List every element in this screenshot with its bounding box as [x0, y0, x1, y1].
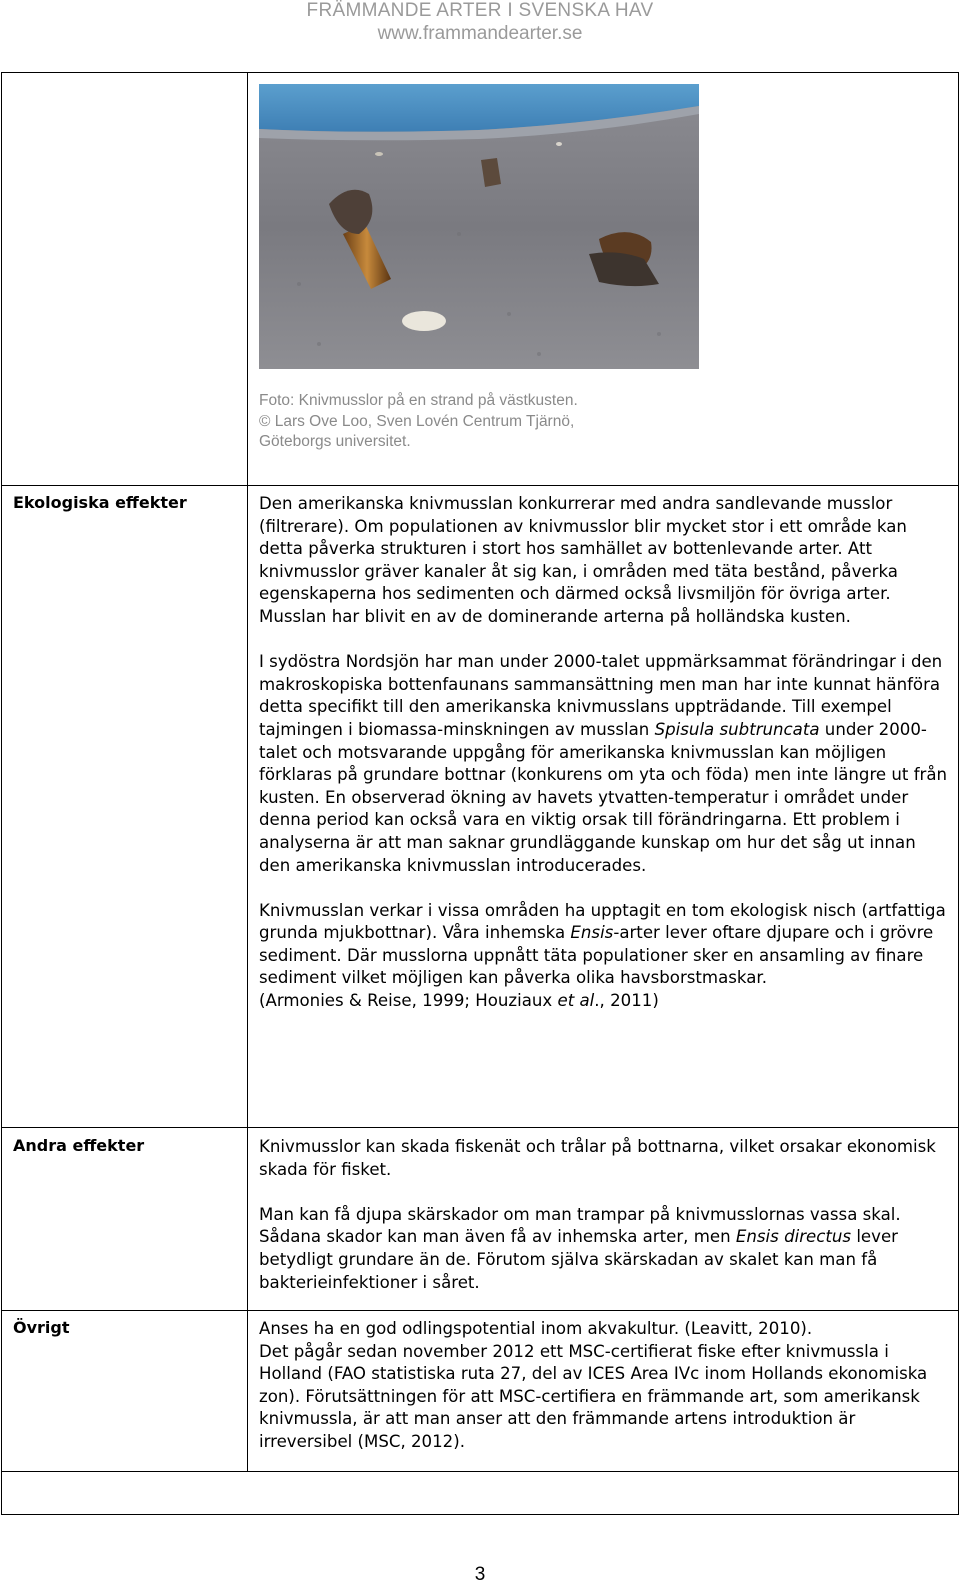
photo-caption: [259, 391, 578, 453]
table-row-divider: [1, 485, 959, 486]
reference: (Armonies & Reise, 1999; Houziaux et al., 2011): [259, 991, 659, 1011]
row-label-andra-effekter: Andra effekter: [13, 1136, 145, 1155]
row-label-ekologiska-effekter: Ekologiska effekter: [13, 493, 187, 512]
ovrigt-text: [259, 1318, 949, 1454]
paragraph: Man kan få djupa skärskador om man trampar på knivmusslornas vassa skal. Sådana skador kan man även få av inhemska arter, men Ensis directus lever betydligt grundare än de. Förutom själva skärskadan av skalet kan man få bakterieinfektioner i såret.: [259, 1204, 901, 1292]
paragraph: Knivmusslor kan skada fiskenät och trålar på bottnarna, vilket orsakar ekonomisk skada för fisket.: [259, 1137, 936, 1179]
document-header-url: www.frammandearter.se: [377, 23, 583, 44]
photo-caption-line: Göteborgs universitet.: [259, 433, 411, 450]
razor-clam-beach-photo: [259, 84, 699, 369]
paragraph: Det pågår sedan november 2012 ett MSC-certifierat fiske efter knivmussla i Holland (FAO statistiska ruta 27, del av ICES Area IVc inom Hollands ekonomiska zon). Förutsättningen för att MSC-certifiera en främmande art, som amerikansk knivmussla, är att man anser att den främmande artens introduktion är irreversibel (MSC, 2012).: [259, 1341, 928, 1451]
page-number: 3: [474, 1564, 486, 1585]
photo-caption-line: © Lars Ove Loo, Sven Lovén Centrum Tjärnö,: [259, 412, 575, 430]
table-row-divider: [1, 1127, 959, 1128]
table-column-divider: [247, 72, 248, 1472]
paragraph: Den amerikanska knivmusslan konkurrerar med andra sandlevande musslor (filtrerare). Om populationen av knivmusslor blir mycket stor i ett område kan detta påverka strukturen i stort hos samhället av bottenlevande arter. Att knivmusslor gräver kanaler åt sig kan, i områden med täta bestånd, påverka egenskaperna hos sedimenten och därmed också livsmiljön för övriga arter. Musslan har blivit en av de dominerande arterna på holländska kusten.: [259, 494, 907, 626]
photo-caption-line: Foto: Knivmusslor på en strand på västkusten.: [259, 392, 578, 409]
paragraph: I sydöstra Nordsjön har man under 2000-talet uppmärksammat förändringar i den makroskopiska bottenfaunans sammansättning men man har inte kunnat hänföra detta specifikt till den amerikanska knivmusslans uppträdande. Till exempel tajmingen i biomassa-minskningen av musslan Spisula subtruncata under 2000-talet och motsvarande uppgång för amerikanska knivmusslan kan möjligen förklaras på grundare bottnar (konkurens om yta och föda) men inte längre ut från kusten. En observerad ökning av havets ytvatten-temperatur i området under denna period kan också vara en viktig orsak till förändringarna. Ett problem i analyserna är att man saknar grundläggande kunskap om hur det såg ut innan den amerikanska knivmusslan introducerades.: [259, 652, 948, 875]
andra-effekter-text: [259, 1136, 949, 1294]
ekologiska-effekter-text: [259, 493, 949, 1013]
document-header-title: FRÄMMANDE ARTER I SVENSKA HAV: [306, 0, 654, 21]
table-row-divider: [1, 1471, 959, 1472]
paragraph-line: Anses ha en god odlingspotential inom akvakultur. (Leavitt, 2010).: [259, 1319, 813, 1338]
row-label-ovrigt: Övrigt: [13, 1318, 70, 1337]
paragraph: Knivmusslan verkar i vissa områden ha upptagit en tom ekologisk nisch (artfattiga grunda mjukbottnar). Våra inhemska Ensis-arter lever oftare djupare och i grövre sediment. Där musslorna uppnått täta populationer sker en ansamling av finare sediment vilket möjligen kan påverka olika havsborstmaskar.: [259, 900, 946, 988]
table-row-divider: [1, 1310, 959, 1311]
